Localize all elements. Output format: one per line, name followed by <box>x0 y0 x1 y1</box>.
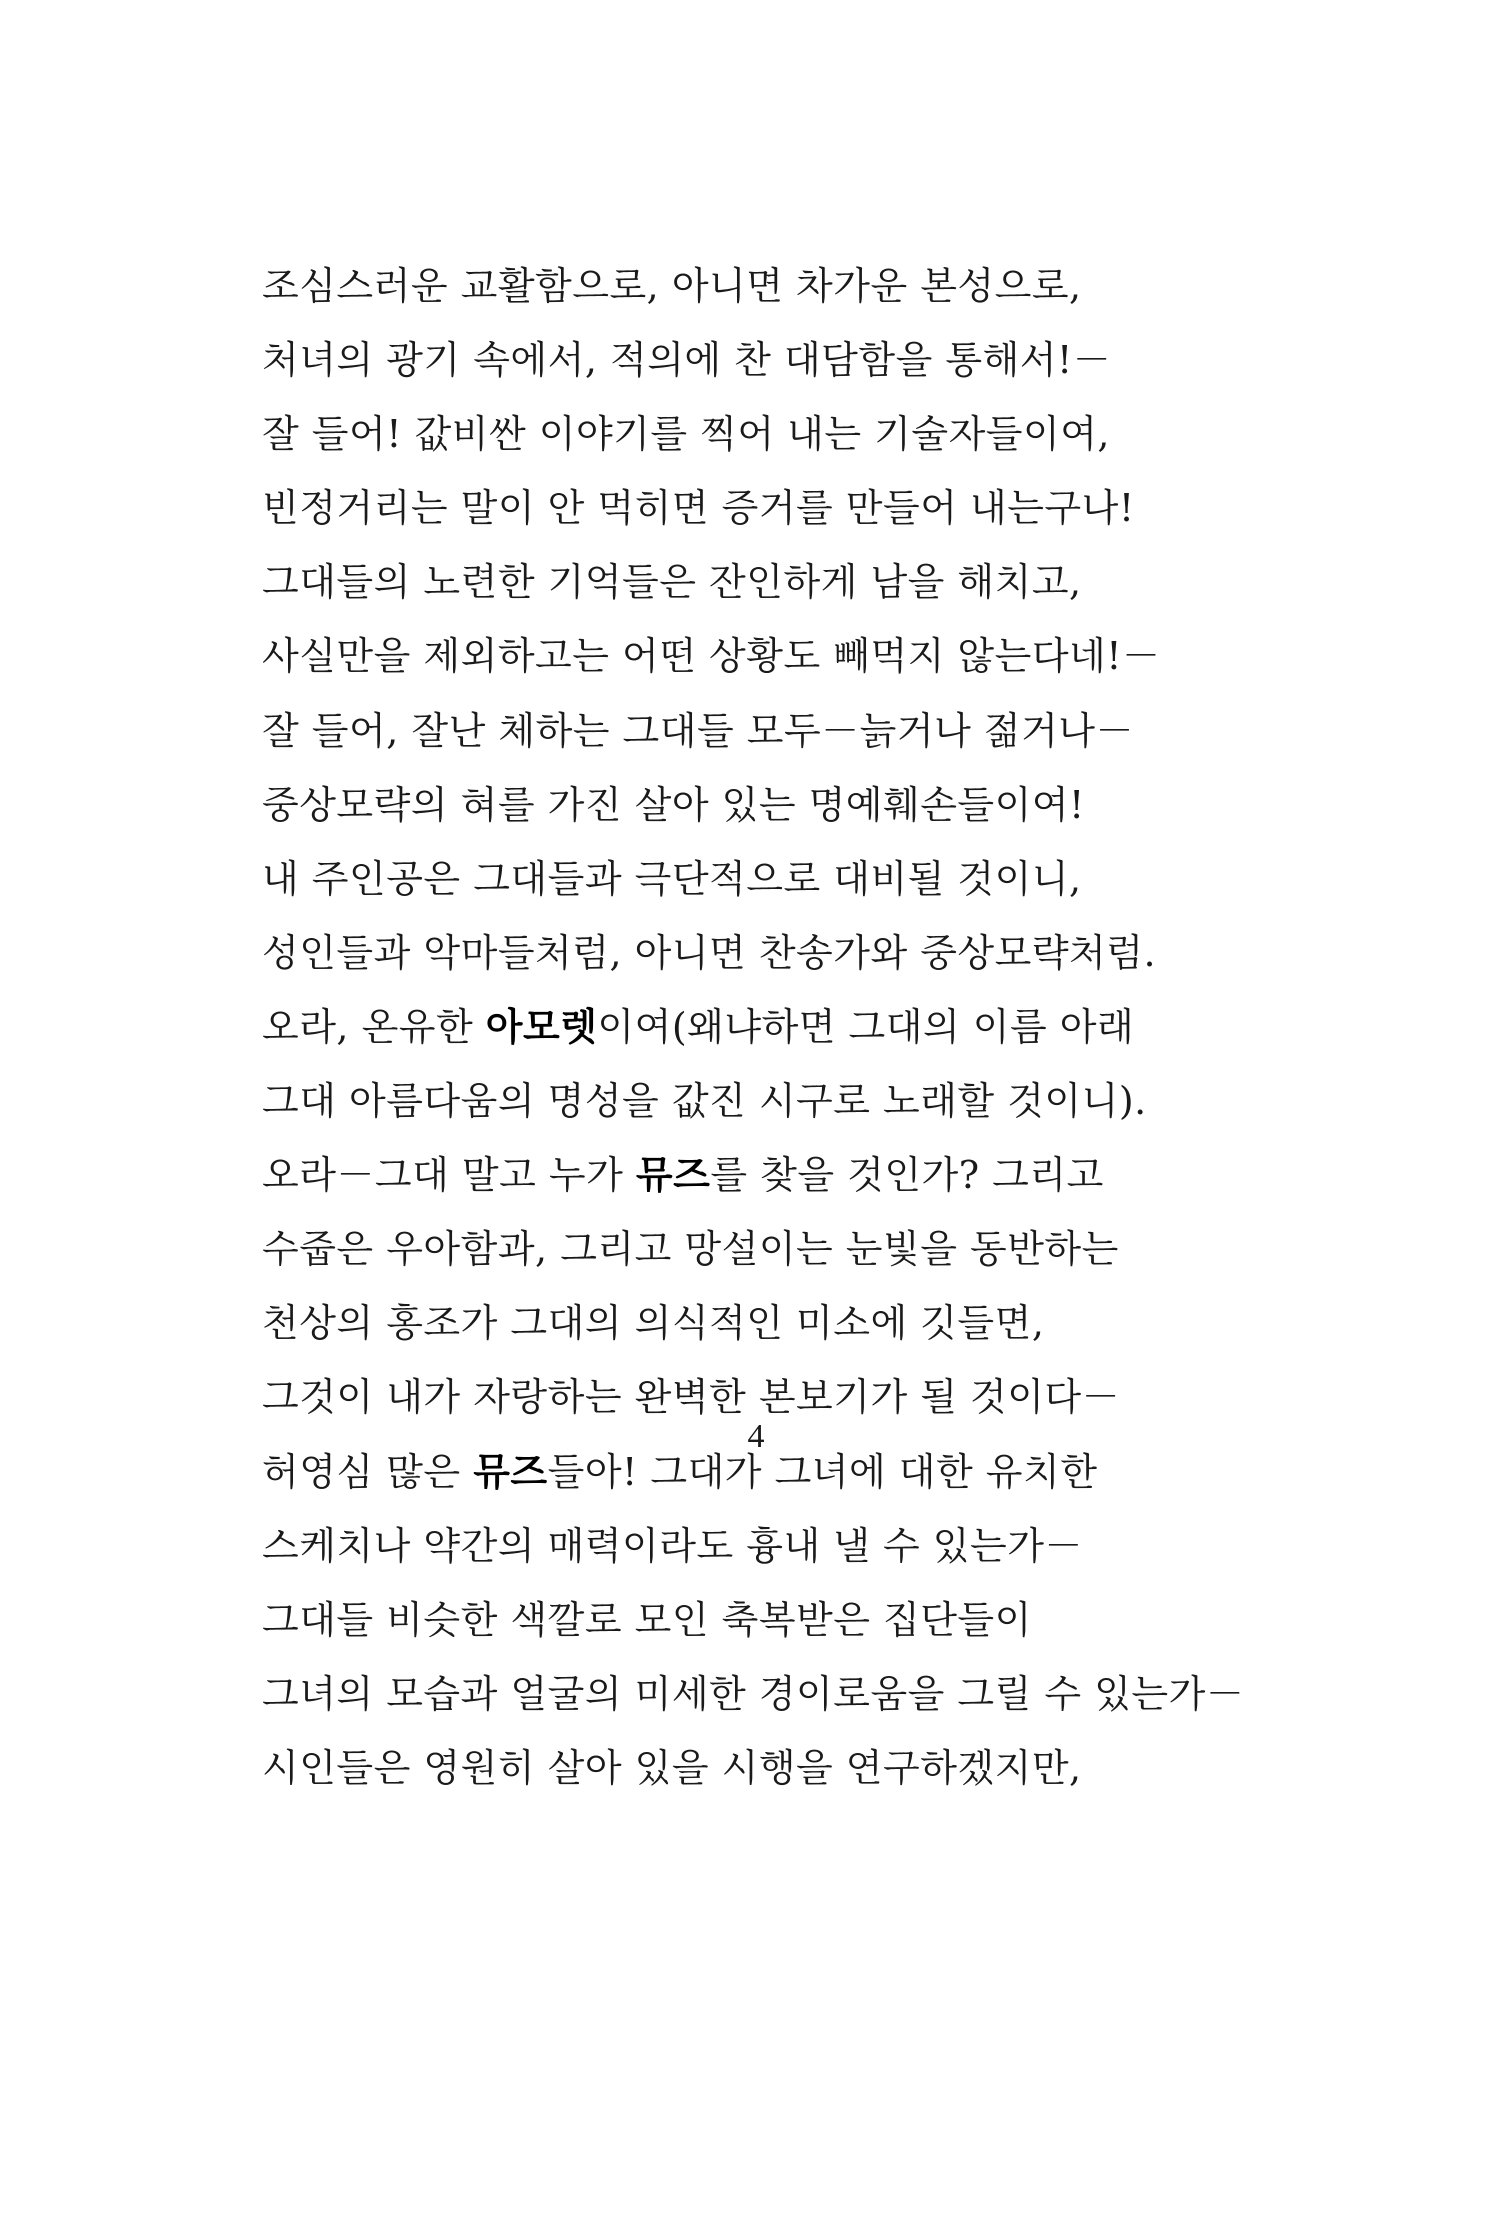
poem-line <box>262 619 1402 693</box>
line-text: 이여(왜냐하면 그대의 이름 아래 <box>597 1004 1135 1049</box>
line-text: 그대들의 노련한 기억들은 잔인하게 남을 해치고, <box>262 560 1082 605</box>
line-text: 오라, 온유한 <box>262 1004 486 1049</box>
line-text: 수줍은 우아함과, 그리고 망설이는 눈빛을 동반하는 <box>262 1227 1119 1272</box>
line-text: 성인들과 악마들처럼, 아니면 찬송가와 중상모략처럼. <box>262 930 1157 975</box>
poem-line <box>262 397 1402 471</box>
line-text: 잘 들어! 값비싼 이야기를 찍어 내는 기술자들이여, <box>262 412 1110 457</box>
line-text: 사실만을 제외하고는 어떤 상황도 빼먹지 않는다네!－ <box>262 634 1161 679</box>
poem-line <box>262 1583 1402 1657</box>
line-text: 들아! 그대가 그녀에 대한 유치한 <box>547 1449 1098 1494</box>
line-text: 잘 들어, 잘난 체하는 그대들 모두－늙거나 젊거나－ <box>262 708 1135 753</box>
line-text: 중상모략의 혀를 가진 살아 있는 명예훼손들이여! <box>262 782 1085 827</box>
poem-line <box>262 842 1402 916</box>
line-text: 그대들 비슷한 색깔로 모인 축복받은 집단들이 <box>262 1597 1032 1642</box>
poem-line <box>262 1509 1402 1583</box>
poem-line <box>262 1138 1402 1212</box>
poem-line <box>262 1657 1402 1731</box>
line-text: 그대 아름다움의 명성을 값진 시구로 노래할 것이니). <box>262 1079 1147 1124</box>
emphasized-name: 뮤즈 <box>635 1153 711 1198</box>
poem-line <box>262 323 1402 397</box>
line-text: 오라－그대 말고 누가 <box>262 1153 636 1198</box>
poem-line <box>262 1064 1402 1138</box>
line-text: 조심스러운 교활함으로, 아니면 차가운 본성으로, <box>262 264 1082 308</box>
line-text: 그녀의 모습과 얼굴의 미세한 경이로움을 그릴 수 있는가－ <box>262 1671 1245 1716</box>
page-number: 4 <box>747 1418 765 1455</box>
line-text: 내 주인공은 그대들과 극단적으로 대비될 것이니, <box>262 856 1082 901</box>
poem-line <box>262 694 1402 768</box>
poem-line <box>262 916 1402 990</box>
line-text: 그것이 내가 자랑하는 완벽한 본보기가 될 것이다－ <box>262 1375 1121 1420</box>
line-text: 천상의 홍조가 그대의 의식적인 미소에 깃들면, <box>262 1301 1045 1346</box>
poem-line <box>262 545 1402 619</box>
line-text: 처녀의 광기 속에서, 적의에 찬 대담함을 통해서!－ <box>262 338 1112 383</box>
poem-body <box>262 249 1402 1805</box>
line-text: 스케치나 약간의 매력이라도 흉내 낼 수 있는가－ <box>262 1523 1083 1568</box>
poem-line <box>262 768 1402 842</box>
emphasized-name: 아모렛 <box>485 1004 598 1049</box>
line-text: 빈정거리는 말이 안 먹히면 증거를 만들어 내는구나! <box>262 486 1135 531</box>
poem-line <box>262 1212 1402 1286</box>
poem-line <box>262 1731 1402 1805</box>
poem-line <box>262 249 1402 323</box>
line-text: 를 찾을 것인가? 그리고 <box>710 1153 1104 1198</box>
poem-line <box>262 990 1402 1064</box>
emphasized-name: 뮤즈 <box>473 1449 548 1494</box>
line-text: 허영심 많은 <box>262 1449 474 1494</box>
poem-line <box>262 1286 1402 1360</box>
line-text: 시인들은 영원히 살아 있을 시행을 연구하겠지만, <box>262 1745 1082 1790</box>
poem-line <box>262 471 1402 545</box>
